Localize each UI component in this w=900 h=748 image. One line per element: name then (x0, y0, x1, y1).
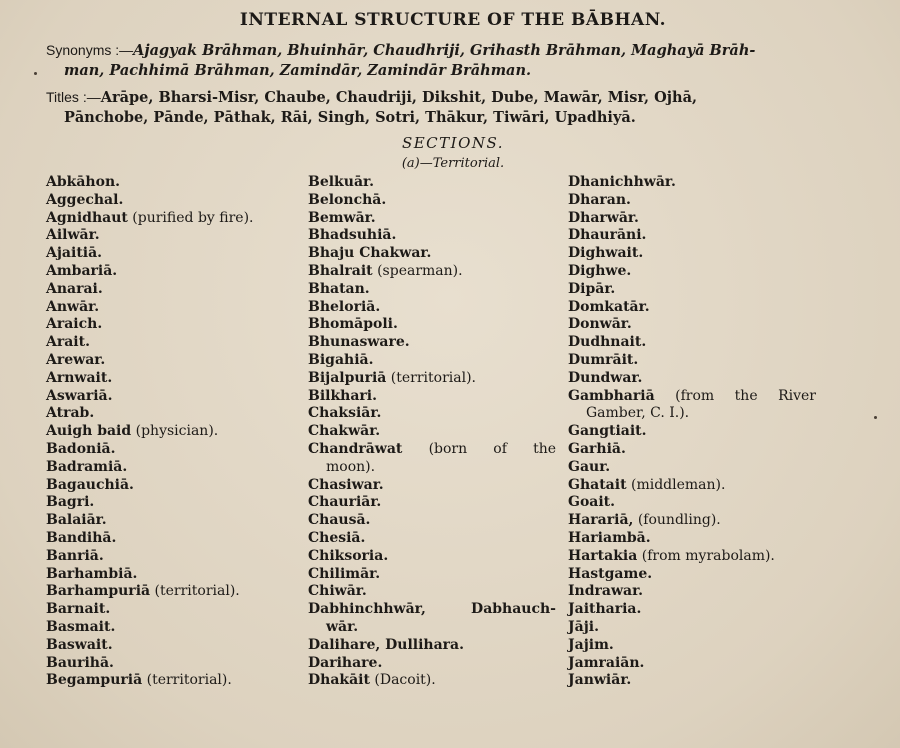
section-entry (46, 405, 308, 423)
section-entry (308, 637, 568, 655)
section-entry (308, 477, 568, 495)
synonyms-block (46, 40, 860, 81)
section-entry (46, 477, 308, 495)
section-name: Balaiār. (46, 512, 107, 529)
section-name: Chauriār. (308, 494, 382, 511)
section-note-word: of (493, 440, 507, 457)
section-name: Dighwait. (568, 245, 644, 262)
section-entry (308, 548, 568, 566)
speck (874, 416, 877, 419)
section-note-word: River (778, 387, 816, 404)
section-entry (568, 530, 818, 548)
section-entry (308, 530, 568, 548)
section-name: Dharwār. (568, 209, 639, 226)
section-name: Bhunasware. (308, 334, 410, 351)
section-entry (46, 619, 308, 637)
section-name: Chandrāwat (308, 440, 403, 457)
section-entry-line (308, 601, 556, 619)
section-entry (46, 530, 308, 548)
section-entry (46, 174, 308, 192)
section-entry (46, 512, 308, 530)
section-entry (568, 281, 818, 299)
page-title: INTERNAL STRUCTURE OF THE BĀBHAN. (239, 10, 667, 30)
section-entry (308, 334, 568, 352)
section-entry-continuation: wār. (326, 618, 359, 635)
section-entry (46, 548, 308, 566)
section-name: Anwār. (46, 298, 100, 315)
column-2 (308, 174, 568, 690)
speck (34, 72, 37, 75)
section-name: Baurihā. (46, 654, 114, 671)
section-name: Dalihare, Dullihara. (308, 636, 464, 653)
section-name: Bhatan. (308, 280, 370, 297)
section-name: Bandihā. (46, 529, 117, 546)
section-entry (46, 245, 308, 263)
section-name: Abkāhon. (46, 174, 120, 190)
section-name: Chesiā. (308, 529, 366, 546)
section-entry (46, 227, 308, 245)
section-note: (territorial). (142, 672, 232, 689)
section-entry (308, 388, 568, 406)
section-entry (568, 245, 818, 263)
section-entry (46, 352, 308, 370)
section-entry (568, 227, 818, 245)
section-name: Harariā, (568, 512, 634, 529)
column-3 (568, 174, 818, 690)
section-entry-line (308, 441, 556, 459)
section-entry (568, 655, 818, 673)
section-name: Anarai. (46, 280, 103, 297)
section-entry (568, 299, 818, 317)
sections-columns (46, 174, 860, 690)
section-note: (middleman). (626, 476, 726, 493)
section-name: Chausā. (308, 512, 371, 529)
section-name: Arait. (46, 334, 90, 351)
section-name: Badoniā. (46, 440, 116, 457)
section-name: Dighwe. (568, 262, 632, 279)
section-entry (568, 477, 818, 495)
section-name: Jajim. (568, 636, 614, 653)
section-entry-continuation: moon). (326, 458, 376, 475)
section-name: Hastgame. (568, 565, 653, 582)
section-name: Dundwar. (568, 369, 643, 386)
section-entry (46, 370, 308, 388)
section-note: (physician). (131, 423, 219, 440)
section-entry-continuation: Gamber, C. I.). (586, 405, 690, 422)
section-name: Ambariā. (46, 262, 118, 279)
section-name: Bijalpuriā (308, 369, 387, 386)
section-note: (purified by fire). (127, 209, 254, 226)
section-note: (spearman). (372, 262, 463, 279)
section-entry (308, 281, 568, 299)
column-1 (46, 174, 308, 690)
section-entry (568, 441, 818, 459)
synonyms-line2: man, Pachhimā Brāhman, Zamindār, Zamindār Brāhman. (64, 62, 532, 79)
synonyms-lead: Synonyms :— (46, 42, 134, 58)
section-name: Hartakia (568, 547, 638, 564)
section-name: Bagri. (46, 494, 95, 511)
section-entry (308, 263, 568, 281)
section-entry (568, 459, 818, 477)
section-entry (568, 548, 818, 566)
section-name: Jamraiān. (568, 654, 645, 671)
section-name: Hariambā. (568, 529, 651, 546)
section-name: Chilimār. (308, 565, 381, 582)
section-name: Bemwār. (308, 209, 376, 226)
section-name: Bhadsuhiā. (308, 227, 397, 244)
section-name: Bhaju Chakwar. (308, 245, 432, 262)
section-name: Bilkhari. (308, 387, 377, 404)
section-name: Arewar. (46, 351, 106, 368)
section-entry (46, 423, 308, 441)
section-entry (568, 352, 818, 370)
section-name: Ghatait (568, 476, 627, 493)
section-entry (308, 423, 568, 441)
section-note: (foundling). (633, 512, 721, 529)
section-name: Barhambiā. (46, 565, 138, 582)
section-entry (568, 334, 818, 352)
section-name: Bhomāpoli. (308, 316, 398, 333)
section-entry (308, 566, 568, 584)
section-entry (568, 423, 818, 441)
section-entry (308, 174, 568, 192)
section-entry (46, 388, 308, 406)
section-name: Bigahiā. (308, 351, 374, 368)
section-name: Garhiā. (568, 440, 626, 457)
section-entry (568, 494, 818, 512)
sections-heading: SECTIONS. (401, 134, 505, 152)
section-name: Jaitharia. (568, 601, 642, 618)
section-name: Dharan. (568, 191, 631, 208)
section-name: Chasiwar. (308, 476, 384, 493)
section-entry (308, 512, 568, 530)
section-entry (568, 637, 818, 655)
titles-lead: Titles :— (46, 89, 101, 105)
section-name: Araich. (46, 316, 103, 333)
section-entry (568, 512, 818, 530)
section-entry (46, 210, 308, 228)
section-entry (568, 210, 818, 228)
section-entry (568, 619, 818, 637)
territorial-subheading: (a)—Territorial. (401, 156, 505, 171)
section-entry (46, 601, 308, 619)
section-name: Domkatār. (568, 298, 650, 315)
section-name: Jāji. (568, 618, 599, 635)
section-entry (308, 316, 568, 334)
synonyms-line1: Ajagyak Brāhman, Bhuinhār, Chaudhriji, Grihasth Brāhman, Maghayā Brāh- (133, 42, 756, 59)
section-name: Agnidhaut (46, 209, 128, 226)
section-note-word: the (734, 387, 758, 404)
section-entry (46, 655, 308, 673)
section-entry (568, 316, 818, 334)
section-entry (568, 566, 818, 584)
section-name: Darihare. (308, 654, 383, 671)
section-note-word: Dabhauch- (471, 601, 556, 618)
section-entry (568, 263, 818, 281)
section-name: Atrab. (46, 405, 95, 422)
section-name: Bheloriā. (308, 298, 381, 315)
section-entry (308, 192, 568, 210)
section-entry (46, 263, 308, 281)
section-entry (568, 583, 818, 601)
section-entry (46, 459, 308, 477)
section-name: Belkuār. (308, 174, 374, 190)
section-name: Baswait. (46, 636, 113, 653)
section-entry (308, 245, 568, 263)
section-entry (46, 299, 308, 317)
section-name: Gambhariā (568, 387, 655, 404)
section-name: Chaksiār. (308, 405, 382, 422)
section-name: Belonchā. (308, 191, 387, 208)
section-name: Badramiā. (46, 458, 128, 475)
section-name: Gaur. (568, 458, 611, 475)
section-entry (568, 370, 818, 388)
section-name: Dudhnait. (568, 334, 647, 351)
section-name: Bagauchiā. (46, 476, 134, 493)
titles-line2: Pānchobe, Pānde, Pāthak, Rāi, Singh, Sotri, Thākur, Tiwāri, Upadhiyā. (64, 109, 636, 126)
section-name: Aswariā. (46, 387, 113, 404)
section-entry (568, 174, 818, 192)
section-entry (46, 441, 308, 459)
section-entry (46, 672, 308, 690)
section-note-word: (from (675, 387, 715, 404)
section-entry (568, 388, 818, 424)
section-entry (308, 583, 568, 601)
section-entry (308, 210, 568, 228)
section-entry (46, 334, 308, 352)
section-entry (308, 672, 568, 690)
section-entry (308, 601, 568, 637)
section-entry (308, 227, 568, 245)
section-entry (308, 655, 568, 673)
section-name: Auigh baid (46, 423, 132, 440)
section-name: Gangtiait. (568, 423, 647, 440)
section-name: Donwār. (568, 316, 632, 333)
section-name: Ajaitiā. (46, 245, 103, 262)
section-name: Dhanichhwār. (568, 174, 676, 190)
section-name: Dumrāit. (568, 351, 639, 368)
section-name: Chakwār. (308, 423, 381, 440)
section-name: Begampuriā (46, 672, 143, 689)
section-name: Banriā. (46, 547, 104, 564)
section-name: Chiwār. (308, 583, 367, 600)
section-note: (territorial). (150, 583, 240, 600)
section-name: Chiksoria. (308, 547, 389, 564)
section-name: Basmait. (46, 618, 116, 635)
section-name: Dhaurāni. (568, 227, 647, 244)
titles-block (46, 87, 860, 128)
section-entry (308, 494, 568, 512)
section-entry (46, 192, 308, 210)
section-name: Ailwār. (46, 227, 100, 244)
section-entry (308, 405, 568, 423)
section-note: (Dacoit). (369, 672, 436, 689)
section-entry (46, 281, 308, 299)
section-name: Dabhinchhwār, (308, 601, 426, 618)
section-entry (46, 566, 308, 584)
section-name: Indrawar. (568, 583, 644, 600)
section-entry (46, 494, 308, 512)
section-name: Bhalrait (308, 262, 373, 279)
section-note-word: (born (428, 440, 468, 457)
section-entry (46, 637, 308, 655)
section-name: Dhakāit (308, 672, 370, 689)
section-entry (308, 352, 568, 370)
section-entry (568, 192, 818, 210)
section-name: Arnwait. (46, 369, 113, 386)
section-name: Goait. (568, 494, 616, 511)
section-entry (308, 370, 568, 388)
section-note: (territorial). (386, 369, 476, 386)
titles-line1: Arāpe, Bharsi-Misr, Chaube, Chaudriji, Dikshit, Dube, Mawār, Misr, Ojhā, (100, 89, 698, 106)
section-entry (568, 601, 818, 619)
section-entry (568, 672, 818, 690)
section-note: (from myrabolam). (637, 547, 775, 564)
section-note-word: the (533, 440, 556, 457)
section-entry (308, 441, 568, 477)
section-name: Dipār. (568, 280, 616, 297)
section-entry (308, 299, 568, 317)
section-entry (46, 316, 308, 334)
section-name: Barhampuriā (46, 583, 151, 600)
section-entry (46, 583, 308, 601)
section-name: Aggechal. (46, 191, 124, 208)
section-name: Janwiār. (568, 672, 632, 689)
section-name: Barnait. (46, 601, 111, 618)
section-entry-line (568, 388, 816, 406)
